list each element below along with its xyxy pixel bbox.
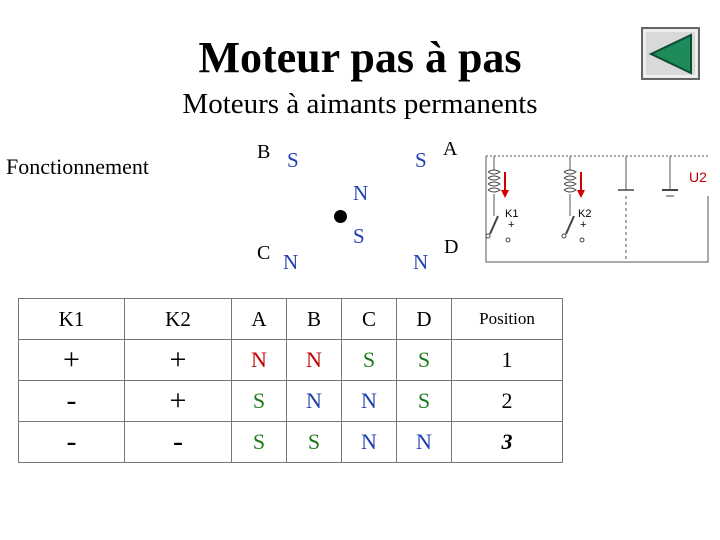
terminal-d-label: D <box>444 236 459 258</box>
cell-b: N <box>287 340 342 381</box>
cell-d: S <box>397 340 452 381</box>
terminal-b-label: B <box>257 141 271 163</box>
header-a: A <box>232 299 287 340</box>
rotor-north: N <box>353 181 369 205</box>
page-subtitle: Moteurs à aimants permanents <box>182 88 538 120</box>
battery-icon <box>618 156 678 262</box>
cell-b: N <box>287 381 342 422</box>
cell-k2: - <box>125 422 232 463</box>
cell-c: S <box>342 340 397 381</box>
cell-b: S <box>287 422 342 463</box>
pole-b: S <box>287 148 299 172</box>
switch2-sign: + <box>580 219 587 231</box>
table-row <box>19 340 563 381</box>
cell-k1: - <box>19 422 125 463</box>
supply-label: U2 <box>689 169 707 185</box>
header-k2: K2 <box>125 299 232 340</box>
switch1-sign: + <box>508 219 515 231</box>
terminal-a-label: A <box>443 138 458 160</box>
back-button[interactable] <box>641 27 700 80</box>
rotor-axis <box>334 210 347 223</box>
switch2-label: K2 <box>578 208 592 220</box>
cell-a: S <box>232 381 287 422</box>
sequence-table <box>18 298 563 463</box>
cell-k2: + <box>125 381 232 422</box>
cell-d: N <box>397 422 452 463</box>
cell-a: N <box>232 340 287 381</box>
cell-k2: + <box>125 340 232 381</box>
cell-position: 2 <box>452 381 563 422</box>
cell-k1: + <box>19 340 125 381</box>
pole-a: S <box>415 148 427 172</box>
rotor-south: S <box>353 224 365 248</box>
header-b: B <box>287 299 342 340</box>
section-label: Fonctionnement <box>6 154 149 179</box>
cell-d: S <box>397 381 452 422</box>
table-header-row <box>19 299 563 340</box>
cell-k1: - <box>19 381 125 422</box>
cell-c: N <box>342 381 397 422</box>
switch1-label: K1 <box>505 208 519 220</box>
cell-position: 1 <box>452 340 563 381</box>
table-row <box>19 422 563 463</box>
coil-1-icon <box>488 156 500 216</box>
cell-position: 3 <box>452 422 563 463</box>
header-position: Position <box>452 299 563 340</box>
back-triangle-icon <box>641 27 700 80</box>
header-k1: K1 <box>19 299 125 340</box>
terminal-c-label: C <box>257 242 271 264</box>
header-d: D <box>397 299 452 340</box>
cell-c: N <box>342 422 397 463</box>
header-c: C <box>342 299 397 340</box>
table-row <box>19 381 563 422</box>
pole-c: N <box>283 250 299 274</box>
pole-d: N <box>413 250 429 274</box>
coil-2-icon <box>564 156 576 216</box>
page-title: Moteur pas à pas <box>198 33 522 82</box>
cell-a: S <box>232 422 287 463</box>
